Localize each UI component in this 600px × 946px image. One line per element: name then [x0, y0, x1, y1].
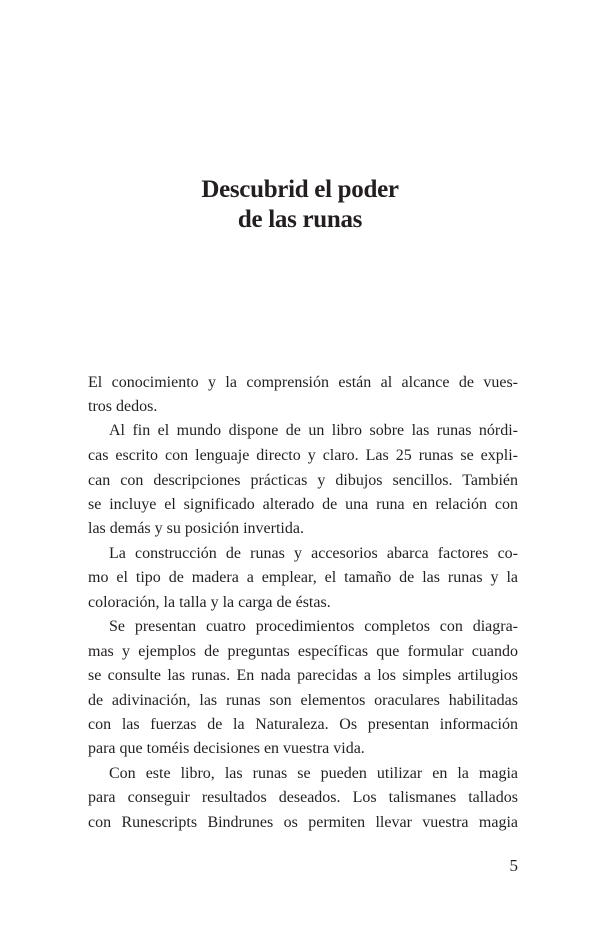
text-line: se consulte las runas. En nada parecidas a los simples artilugios: [88, 667, 518, 684]
text-line: coloración, la talla y la carga de éstas.: [88, 594, 331, 611]
text-line: Al fin el mundo dispone de un libro sobre las runas nórdi-: [109, 422, 518, 439]
text-line: de adivinación, las runas son elementos oraculares habilitadas: [88, 692, 518, 709]
text-line: tros dedos.: [88, 398, 158, 415]
text-line: El conocimiento y la comprensión están al alcance de vues-: [88, 374, 518, 391]
chapter-title-line-2: de las runas: [237, 206, 363, 233]
text-line: para conseguir resultados deseados. Los talismanes tallados: [88, 789, 518, 806]
text-line: se incluye el significado alterado de una runa en relación con: [88, 496, 518, 513]
text-line: con las fuerzas de la Naturaleza. Os presentan información: [88, 716, 518, 733]
text-line: cas escrito con lenguaje directo y claro. Las 25 runas se expli-: [88, 447, 518, 464]
text-line: La construcción de runas y accesorios abarca factores co-: [109, 545, 518, 562]
chapter-title-line-1: Descubrid el poder: [201, 176, 399, 203]
text-line: mas y ejemplos de preguntas específicas que formular cuando: [88, 643, 518, 660]
text-line: con Runescripts Bindrunes os permiten llevar vuestra magia: [88, 814, 518, 831]
page-number: 5: [509, 856, 518, 875]
text-line: mo el tipo de madera a emplear, el tamaño de las runas y la: [88, 569, 518, 586]
text-line: can con descripciones prácticas y dibujos sencillos. También: [88, 472, 518, 489]
text-line: Con este libro, las runas se pueden utilizar en la magia: [109, 765, 518, 782]
text-line: las demás y su posición invertida.: [88, 520, 304, 537]
text-line: Se presentan cuatro procedimientos completos con diagra-: [109, 618, 518, 635]
text-line: para que toméis decisiones en vuestra vida.: [88, 740, 365, 757]
